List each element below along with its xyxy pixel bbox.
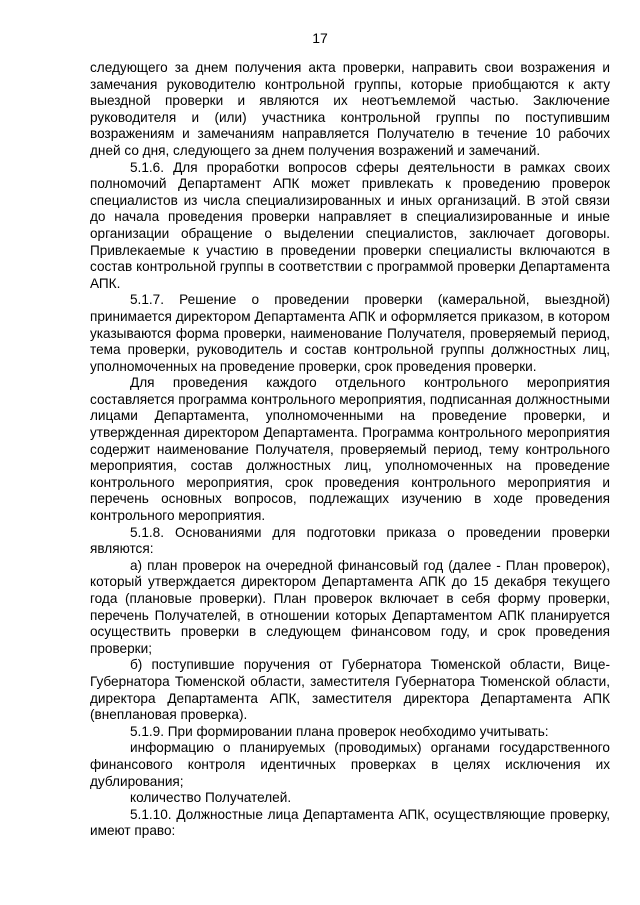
paragraph-continuation: следующего за днем получения акта проверки, направить свои возражения и замечания руководителю контрольной группы, которые приобщаются к акту выездной проверки и являются их неотъемлемой частью. Заключение руководителя и (или) участника контрольной группы по поступившим возражениям и замечаниям направляется Получателю в течение 10 рабочих дней со дня, следующего за днем получения возражений и замечаний. [90, 60, 610, 158]
paragraph-program: Для проведения каждого отдельного контрольного мероприятия составляется программа контрольного мероприятия, подписанная должностными лицами Департамента, уполномоченными на проведение проверки, и утвержденная директором Департамента. Программа контрольного мероприятия содержит наименование Получателя, проверяемый период, тему контрольного мероприятия, состав должностных лиц, уполномоченных на проведение контрольного мероприятия, срок проведения контрольного мероприятия и перечень основных вопросов, подлежащих изучению в ходе проведения контрольного мероприятия. [90, 375, 610, 524]
paragraph-5-1-7: 5.1.7. Решение о проведении проверки (камеральной, выездной) принимается директором Департамента АПК и оформляется приказом, в котором указываются форма проверки, наименование Получателя, проверяемый период, тема проверки, руководитель и состав контрольной группы должностных лиц, уполномоченных на проведение проверки, срок проведения проверки. [90, 292, 610, 374]
paragraph-5-1-9: 5.1.9. При формировании плана проверок необходимо учитывать: [130, 723, 549, 739]
paragraph-item-a: а) план проверок на очередной финансовый год (далее - План проверок), который утверждается директором Департамента АПК до 15 декабря текущего года (плановые проверки). План проверок включает в себя форму проверки, перечень Получателей, в отношении которых Департаментом АПК планируется осуществить проверки в следующем финансовом году, и срок проведения проверки; [90, 557, 610, 656]
paragraph-5-1-10: 5.1.10. Должностные лица Департамента АПК, осуществляющие проверку, имеют право: [90, 806, 610, 839]
paragraph-5-1-6: 5.1.6. Для проработки вопросов сферы деятельности в рамках своих полномочий Департамент АПК может привлекать к проведению проверок специалистов из числа специализированных и иных организаций. В этой связи до начала проведения проверки направляет в специализированные и иные организации обращение о выделении специалистов, заключает договоры. Привлекаемые к участию в проведении проверки специалисты включаются в состав контрольной группы в соответствии с программой проверки Департамента АПК. [90, 159, 610, 291]
page-number: 17 [312, 30, 328, 46]
paragraph-info: информацию о планируемых (проводимых) органами государственного финансового контроля идентичных проверках в целях исключения их дублирования; [90, 740, 610, 789]
paragraph-count: количество Получателей. [130, 790, 292, 806]
paragraph-item-b: б) поступившие поручения от Губернатора Тюменской области, Вице-Губернатора Тюменской области, заместителя Губернатора Тюменской области, директора Департамента АПК, заместителя директора Департамента АПК (внеплановая проверка). [90, 657, 610, 723]
paragraph-5-1-8: 5.1.8. Основаниями для подготовки приказа о проведении проверки являются: [90, 524, 610, 557]
document-body [90, 60, 610, 840]
